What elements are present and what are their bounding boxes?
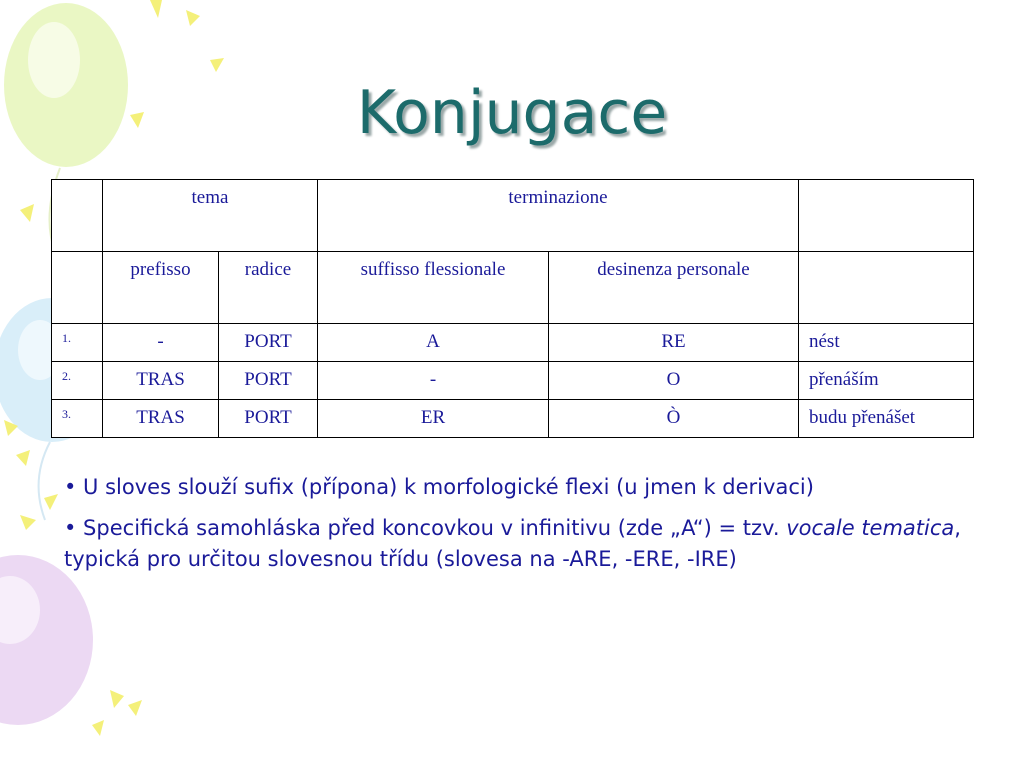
conjugation-table [51, 179, 974, 438]
bullet-list [64, 472, 964, 585]
cell-desinenza: Ò [549, 400, 799, 438]
cell-prefisso: TRAS [103, 400, 219, 438]
table-cell-empty [52, 180, 103, 252]
table-cell-empty [799, 180, 974, 252]
bullet-item: • U sloves slouží sufix (přípona) k morfologické flexi (u jmen k derivaci) [64, 475, 814, 499]
cell-meaning: přenáším [799, 362, 974, 400]
cell-meaning: nést [799, 324, 974, 362]
bullet-italic-term: vocale tematica [786, 516, 955, 540]
table-row [52, 324, 974, 362]
row-number: 1. [52, 324, 103, 362]
cell-prefisso: - [103, 324, 219, 362]
cell-desinenza: RE [549, 324, 799, 362]
table-header-row [52, 180, 974, 252]
table-row [52, 362, 974, 400]
header-desinenza: desinenza personale [549, 252, 799, 324]
table-row [52, 400, 974, 438]
row-number: 3. [52, 400, 103, 438]
cell-radice: PORT [219, 400, 318, 438]
cell-suffisso: A [318, 324, 549, 362]
bullet-item [64, 513, 964, 575]
cell-meaning: budu přenášet [799, 400, 974, 438]
header-prefisso: prefisso [103, 252, 219, 324]
cell-radice: PORT [219, 362, 318, 400]
cell-radice: PORT [219, 324, 318, 362]
header-tema: tema [103, 180, 318, 252]
header-suffisso: suffisso flessionale [318, 252, 549, 324]
table-subheader-row [52, 252, 974, 324]
row-number: 2. [52, 362, 103, 400]
cell-suffisso: - [318, 362, 549, 400]
table-cell-empty [52, 252, 103, 324]
header-terminazione: terminazione [318, 180, 799, 252]
cell-prefisso: TRAS [103, 362, 219, 400]
slide-title: Konjugace [356, 78, 668, 148]
table-cell-empty [799, 252, 974, 324]
cell-desinenza: O [549, 362, 799, 400]
bullet-text: • Specifická samohláska před koncovkou v infinitivu (zde „A“) = tzv. [64, 516, 787, 540]
bullet-text: , typická pro určitou slovesnou třídu (slovesa na -ARE, -ERE, -IRE) [64, 516, 961, 571]
cell-suffisso: ER [318, 400, 549, 438]
header-radice: radice [219, 252, 318, 324]
